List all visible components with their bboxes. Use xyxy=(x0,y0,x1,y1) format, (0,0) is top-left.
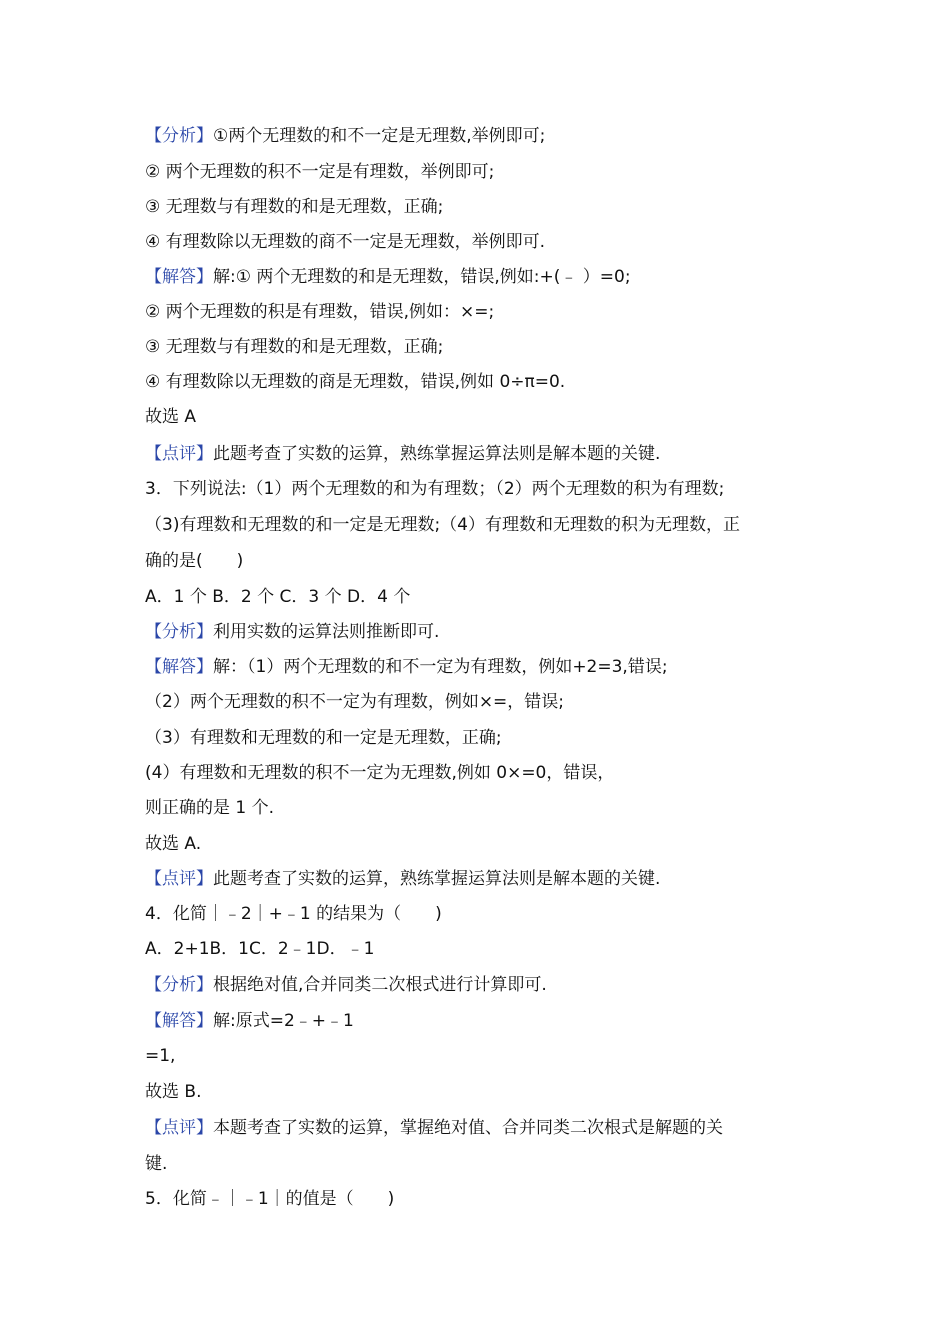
analysis-line xyxy=(145,621,825,643)
line-text: ①两个无理数的和不一定是无理数,举例即可; xyxy=(213,126,546,146)
text-line xyxy=(145,301,825,323)
solution-tag: 【解答】 xyxy=(145,1011,213,1031)
line-text: 故选 B. xyxy=(145,1082,202,1102)
solution-line xyxy=(145,266,825,288)
line-text: 解：（1）两个无理数的和不一定为有理数，例如+2=3,错误; xyxy=(213,657,668,677)
line-text: 本题考查了实数的运算，掌握绝对值、合并同类二次根式是解题的关 xyxy=(213,1118,723,1138)
text-line xyxy=(145,691,825,713)
text-line xyxy=(145,1045,825,1067)
answer-line xyxy=(145,406,825,428)
solution-line xyxy=(145,656,825,678)
comment-tag: 【点评】 xyxy=(145,444,213,464)
comment-tag: 【点评】 xyxy=(145,1118,213,1138)
line-text: 此题考查了实数的运算，熟练掌握运算法则是解本题的关键. xyxy=(213,444,661,464)
solution-tag: 【解答】 xyxy=(145,657,213,677)
line-text: 键. xyxy=(145,1154,168,1174)
line-text: (4）有理数和无理数的积不一定为无理数,例如 0×=0，错误， xyxy=(145,763,615,783)
text-line xyxy=(145,196,825,218)
text-line xyxy=(145,336,825,358)
question-3-text xyxy=(145,514,825,536)
question-3-text xyxy=(145,550,825,572)
line-text: A．1 个 B．2 个 C．3 个 D．4 个 xyxy=(145,587,411,607)
question-4-title xyxy=(145,903,825,925)
question-5-title xyxy=(145,1188,825,1210)
line-text: 确的是( ) xyxy=(145,551,244,571)
analysis-tag: 【分析】 xyxy=(145,622,213,642)
line-text: ② 两个无理数的积是有理数，错误,例如：×=; xyxy=(145,302,495,322)
analysis-line xyxy=(145,125,825,147)
question-4-options xyxy=(145,938,825,960)
line-text: 根据绝对值,合并同类二次根式进行计算即可. xyxy=(213,975,547,995)
answer-line xyxy=(145,1081,825,1103)
solution-tag: 【解答】 xyxy=(145,267,213,287)
line-text: ④ 有理数除以无理数的商不一定是无理数，举例即可. xyxy=(145,232,546,252)
comment-line xyxy=(145,1117,825,1139)
line-text: 5．化简﹣｜﹣1｜的值是（ ) xyxy=(145,1189,395,1209)
line-text: （2）两个无理数的积不一定为有理数，例如×=，错误; xyxy=(145,692,565,712)
line-text: ③ 无理数与有理数的和是无理数，正确; xyxy=(145,197,444,217)
text-line xyxy=(145,371,825,393)
text-line xyxy=(145,1153,825,1175)
question-3-title xyxy=(145,478,825,500)
line-text: （3）有理数和无理数的和一定是无理数，正确; xyxy=(145,728,502,748)
analysis-tag: 【分析】 xyxy=(145,126,213,146)
line-text: ③ 无理数与有理数的和是无理数，正确; xyxy=(145,337,444,357)
solution-line xyxy=(145,1010,825,1032)
line-text: ② 两个无理数的积不一定是有理数，举例即可; xyxy=(145,162,495,182)
line-text: 故选 A xyxy=(145,407,197,427)
analysis-line xyxy=(145,974,825,996)
text-line xyxy=(145,762,825,784)
line-text: =1, xyxy=(145,1046,176,1066)
line-text: 此题考查了实数的运算，熟练掌握运算法则是解本题的关键. xyxy=(213,869,661,889)
line-text: ④ 有理数除以无理数的商是无理数，错误,例如 0÷π=0. xyxy=(145,372,566,392)
line-text: 解:① 两个无理数的和是无理数，错误,例如:+(﹣ ）=0; xyxy=(213,267,631,287)
text-line xyxy=(145,231,825,253)
line-text: A．2+1B．1C．2﹣1D．﹣1 xyxy=(145,939,375,959)
comment-line xyxy=(145,443,825,465)
line-text: 3．下列说法:（1）两个无理数的和为有理数；（2）两个无理数的积为有理数; xyxy=(145,479,725,499)
line-text: 解:原式=2﹣+﹣1 xyxy=(213,1011,354,1031)
answer-line xyxy=(145,833,825,855)
question-3-options xyxy=(145,586,825,608)
text-line xyxy=(145,161,825,183)
analysis-tag: 【分析】 xyxy=(145,975,213,995)
line-text: 则正确的是 1 个. xyxy=(145,798,275,818)
text-line xyxy=(145,797,825,819)
line-text: 利用实数的运算法则推断即可. xyxy=(213,622,440,642)
line-text: 故选 A. xyxy=(145,834,202,854)
text-line xyxy=(145,727,825,749)
line-text: （3)有理数和无理数的和一定是无理数;（4）有理数和无理数的积为无理数，正 xyxy=(145,515,740,535)
line-text: 4．化简｜﹣2｜+﹣1 的结果为（ ) xyxy=(145,904,442,924)
comment-tag: 【点评】 xyxy=(145,869,213,889)
comment-line xyxy=(145,868,825,890)
